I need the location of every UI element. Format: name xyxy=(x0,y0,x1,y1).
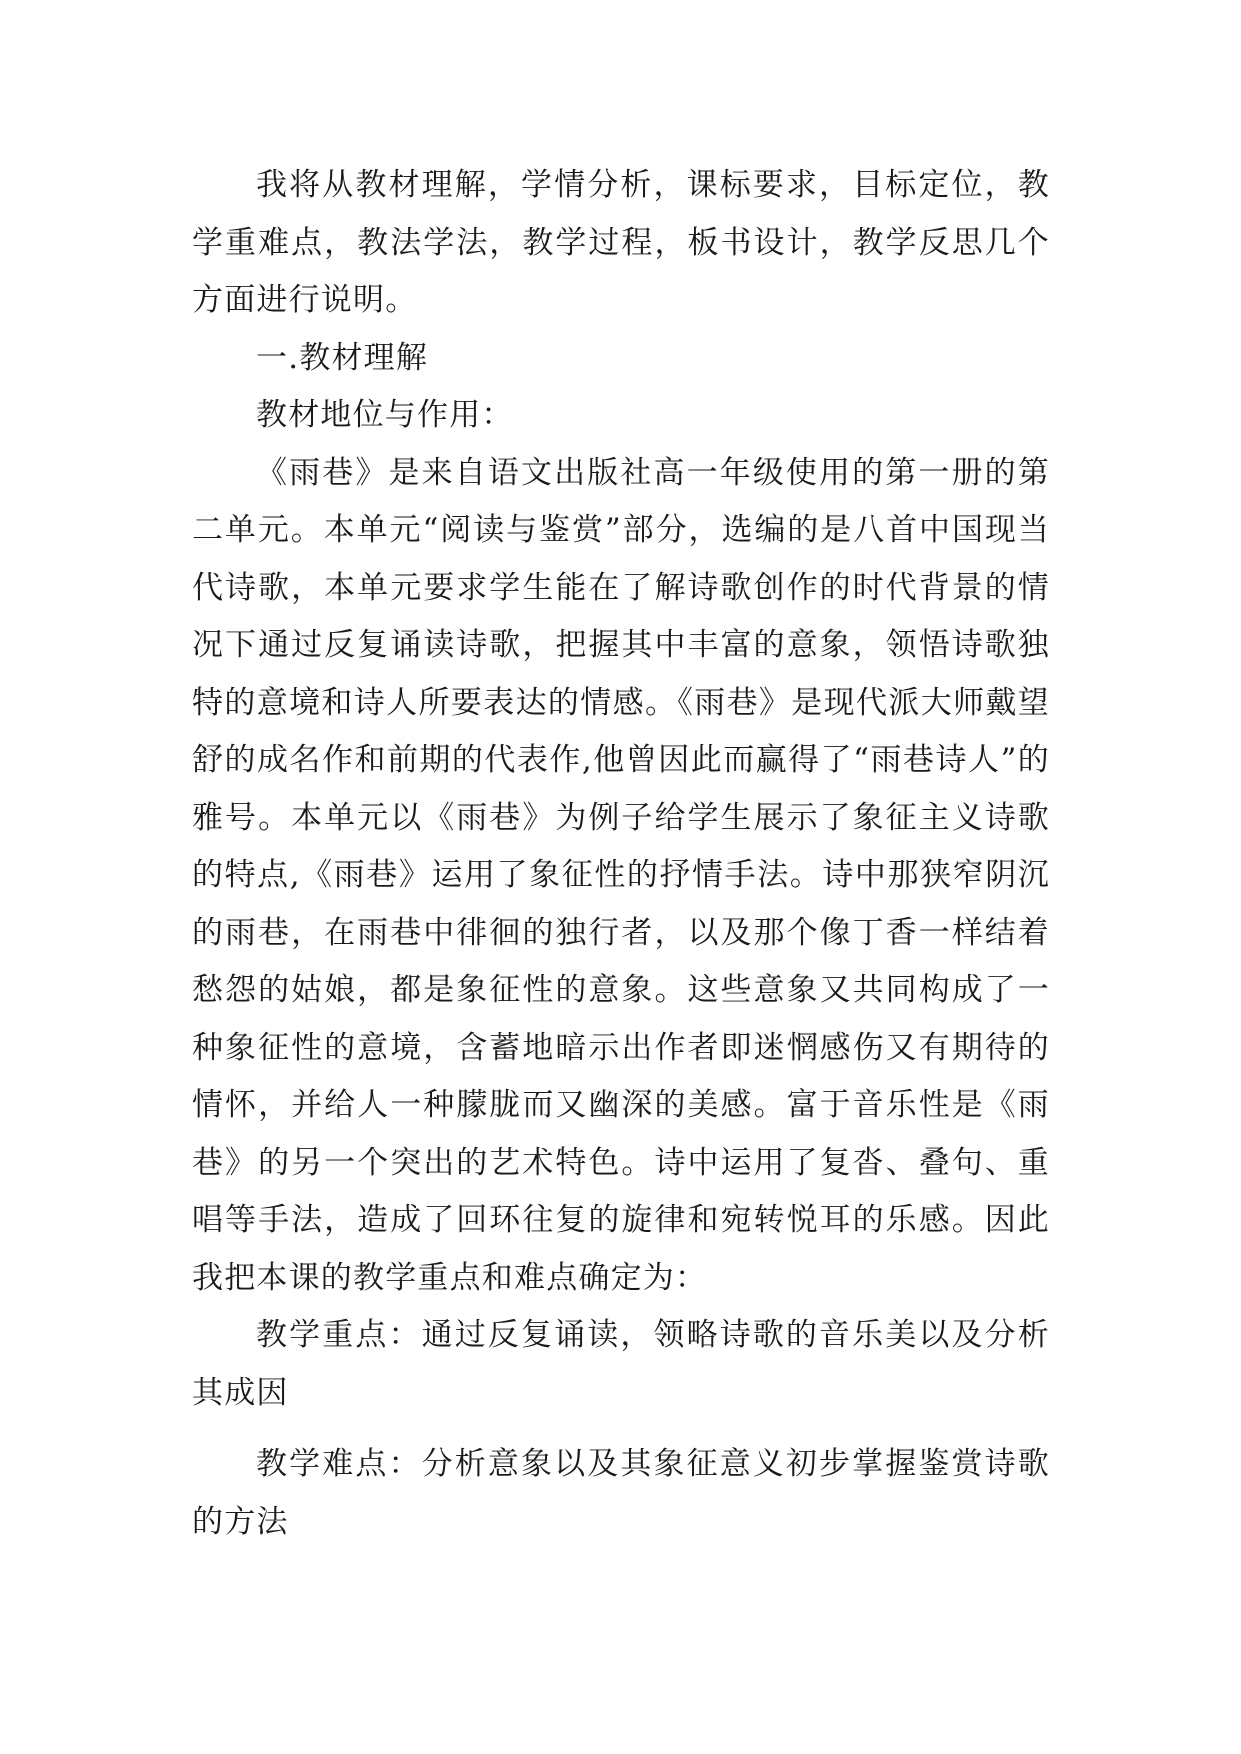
subheading-textbook-role: 教材地位与作用： xyxy=(256,397,514,433)
intro-paragraph: 我将从教材理解，学情分析，课标要求，目标定位，教学重难点，教法学法，教学过程，板书设计，教学反思几个方面进行说明。 xyxy=(192,167,1050,318)
document-body xyxy=(192,157,1050,1551)
section-heading-textbook-understanding: 一.教材理解 xyxy=(256,339,429,376)
teaching-difficulty: 教学难点：分析意象以及其象征意义初步掌握鉴赏诗歌的方法 xyxy=(192,1446,1050,1540)
teaching-key-point: 教学重点：通过反复诵读，领略诗歌的音乐美以及分析其成因 xyxy=(192,1317,1050,1411)
body-paragraph-yuxiang: 《雨巷》是来自语文出版社高一年级使用的第一册的第二单元。本单元“阅读与鉴赏”部分，选编的是八首中国现当代诗歌，本单元要求学生能在了解诗歌创作的时代背景的情况下通过反复诵读诗歌，把握其中丰富的意象，领悟诗歌独特的意境和诗人所要表达的情感。《雨巷》是现代派大师戴望舒的成名作和前期的代表作,他曾因此而赢得了“雨巷诗人”的雅号。本单元以《雨巷》为例子给学生展示了象征主义诗歌的特点,《雨巷》运用了象征性的抒情手法。诗中那狭窄阴沉的雨巷，在雨巷中徘徊的独行者，以及那个像丁香一样结着愁怨的姑娘，都是象征性的意象。这些意象又共同构成了一种象征性的意境，含蓄地暗示出作者即迷惘感伤又有期待的情怀，并给人一种朦胧而又幽深的美感。富于音乐性是《雨巷》的另一个突出的艺术特色。诗中运用了复沓、叠句、重唱等手法，造成了回环往复的旋律和宛转悦耳的乐感。因此我把本课的教学重点和难点确定为： xyxy=(192,454,1050,1296)
